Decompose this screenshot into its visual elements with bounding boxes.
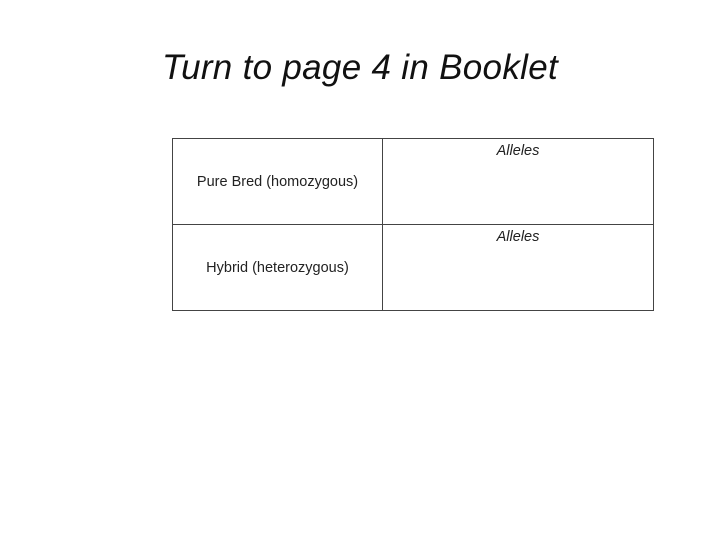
table-row-pure-bred (173, 139, 654, 225)
row-label-text: Hybrid (heterozygous) (206, 259, 349, 276)
allele-table-container (172, 138, 654, 309)
alleles-cell-pure-bred[interactable] (383, 139, 654, 225)
table-row-hybrid (173, 225, 654, 311)
alleles-header: Alleles (496, 229, 540, 245)
slide-title: Turn to page 4 in Booklet (162, 48, 558, 87)
row-label-pure-bred (173, 139, 383, 225)
alleles-header: Alleles (496, 143, 540, 159)
allele-table (172, 138, 654, 311)
row-label-hybrid (173, 225, 383, 311)
alleles-cell-hybrid[interactable] (383, 225, 654, 311)
row-label-text: Pure Bred (homozygous) (196, 173, 359, 190)
